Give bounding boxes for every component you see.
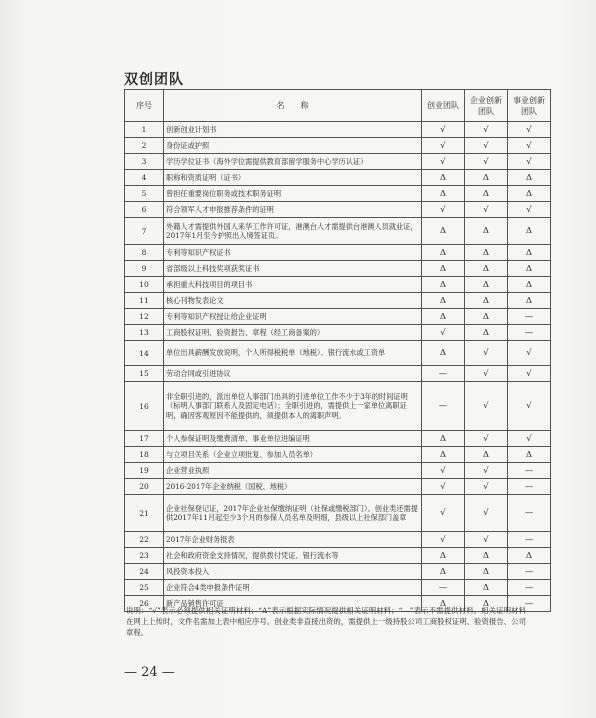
enterprise-team-mark: Δ — [465, 309, 508, 325]
enterprise-team-mark: Δ — [465, 325, 508, 341]
enterprise-team-mark: Δ — [465, 293, 508, 309]
row-number: 11 — [125, 293, 164, 309]
institution-team-mark: √ — [508, 382, 551, 431]
enterprise-team-mark: √ — [465, 138, 508, 154]
startup-team-mark: — — [422, 382, 465, 431]
page-number: — 24 — — [124, 665, 175, 680]
table-row — [125, 186, 551, 202]
startup-team-mark: Δ — [422, 431, 465, 447]
header-no: 序号 — [125, 90, 164, 122]
row-number: 26 — [125, 596, 164, 612]
institution-team-mark: — — [508, 580, 551, 596]
row-number: 20 — [125, 479, 164, 495]
table-row — [125, 122, 551, 138]
startup-team-mark: Δ — [422, 596, 465, 612]
startup-team-mark: Δ — [422, 186, 465, 202]
row-name: 曾担任重要岗位职务或技术职务证明 — [164, 186, 422, 202]
enterprise-team-mark: √ — [465, 463, 508, 479]
enterprise-team-mark: √ — [465, 154, 508, 170]
row-number: 17 — [125, 431, 164, 447]
table-row — [125, 325, 551, 341]
startup-team-mark: Δ — [422, 170, 465, 186]
startup-team-mark: √ — [422, 154, 465, 170]
table-row — [125, 532, 551, 548]
table-row — [125, 341, 551, 366]
enterprise-team-mark: √ — [465, 479, 508, 495]
institution-team-mark: √ — [508, 366, 551, 382]
table-row — [125, 580, 551, 596]
startup-team-mark: Δ — [422, 548, 465, 564]
row-number: 15 — [125, 366, 164, 382]
table-row — [125, 463, 551, 479]
enterprise-team-mark: √ — [465, 532, 508, 548]
row-name: 符合领军人才申报推荐条件的证明 — [164, 202, 422, 218]
enterprise-team-mark: √ — [465, 431, 508, 447]
footnote: 说明：“√”表示必须提供相关证明材料；“Δ”表示根据实际情况提供相关证明材料；“—”表示不需提供材料。相关证明材料在网上上传时，文件名需加上表中相应序号。创业类非直接出资的，需提供上一级持股公司工商股权证明、验资报告、公司章程。 — [126, 606, 526, 637]
table-row — [125, 431, 551, 447]
table-row — [125, 447, 551, 463]
institution-team-mark: Δ — [508, 447, 551, 463]
header-startup-team: 创业团队 — [422, 90, 465, 122]
startup-team-mark: √ — [422, 532, 465, 548]
row-name: 单位出具薪酬发放说明，个人所得税税单（地税）、银行流水或工资单 — [164, 341, 422, 366]
row-name: 核心刊物发表论文 — [164, 293, 422, 309]
row-name: 专利等知识产权授让给企业证明 — [164, 309, 422, 325]
row-number: 5 — [125, 186, 164, 202]
header-enterprise-team: 企业创新团队 — [465, 90, 508, 122]
enterprise-team-mark: Δ — [465, 596, 508, 612]
row-name: 外籍人才需提供外国人来华工作许可证，港澳台人才需提供台港澳人员就业证，2017年1月至今护照出入境签证页。 — [164, 218, 422, 245]
table-row — [125, 366, 551, 382]
institution-team-mark: Δ — [508, 277, 551, 293]
institution-team-mark: — — [508, 479, 551, 495]
row-number: 13 — [125, 325, 164, 341]
institution-team-mark: Δ — [508, 218, 551, 245]
enterprise-team-mark: Δ — [465, 548, 508, 564]
row-name: 风投资本投入 — [164, 564, 422, 580]
row-name: 与立项目关系（企业立项批复、参加人员名单） — [164, 447, 422, 463]
header-institution-team: 事业创新团队 — [508, 90, 551, 122]
startup-team-mark: — — [422, 580, 465, 596]
row-number: 18 — [125, 447, 164, 463]
table-row — [125, 479, 551, 495]
row-name: 企业符合4类申报条件证明 — [164, 580, 422, 596]
institution-team-mark: — — [508, 564, 551, 580]
startup-team-mark: √ — [422, 138, 465, 154]
enterprise-team-mark: Δ — [465, 170, 508, 186]
startup-team-mark: √ — [422, 202, 465, 218]
institution-team-mark: Δ — [508, 170, 551, 186]
row-number: 21 — [125, 495, 164, 532]
table-row — [125, 548, 551, 564]
table-row — [125, 245, 551, 261]
institution-team-mark: √ — [508, 122, 551, 138]
startup-team-mark: √ — [422, 122, 465, 138]
enterprise-team-mark: √ — [465, 495, 508, 532]
startup-team-mark: Δ — [422, 447, 465, 463]
table-row — [125, 293, 551, 309]
startup-team-mark: Δ — [422, 261, 465, 277]
table-row — [125, 202, 551, 218]
table-row — [125, 495, 551, 532]
row-number: 9 — [125, 261, 164, 277]
row-number: 24 — [125, 564, 164, 580]
table-header-row — [125, 90, 551, 122]
table-row — [125, 564, 551, 580]
table-row — [125, 382, 551, 431]
row-name: 社会和政府资金支持情况，提供拨付凭证、银行流水等 — [164, 548, 422, 564]
row-number: 1 — [125, 122, 164, 138]
institution-team-mark: — — [508, 309, 551, 325]
row-number: 16 — [125, 382, 164, 431]
row-name: 非全职引进的，派出单位人事部门出具的引进单位工作不少于3年的时间证明（标明人事部门联系人及固定电话）；全职引进的，需提供上一家单位离职证明，确因客观原因不能提供的，须提供本人的离职声明。 — [164, 382, 422, 431]
enterprise-team-mark: Δ — [465, 261, 508, 277]
table-row — [125, 154, 551, 170]
row-number: 23 — [125, 548, 164, 564]
row-number: 3 — [125, 154, 164, 170]
enterprise-team-mark: √ — [465, 202, 508, 218]
institution-team-mark: √ — [508, 431, 551, 447]
section-title: 双创团队 — [124, 72, 184, 88]
enterprise-team-mark: Δ — [465, 564, 508, 580]
enterprise-team-mark: Δ — [465, 218, 508, 245]
row-name: 工商股权证明、验资报告、章程（经工商备案的） — [164, 325, 422, 341]
startup-team-mark: — — [422, 366, 465, 382]
startup-team-mark: Δ — [422, 245, 465, 261]
startup-team-mark: Δ — [422, 293, 465, 309]
enterprise-team-mark: Δ — [465, 186, 508, 202]
enterprise-team-mark: Δ — [465, 447, 508, 463]
row-name: 2016-2017年企业纳税（国税、地税） — [164, 479, 422, 495]
row-name: 企业营业执照 — [164, 463, 422, 479]
row-number: 19 — [125, 463, 164, 479]
requirements-table — [124, 89, 551, 612]
table-row — [125, 309, 551, 325]
row-name: 2017年企业财务报表 — [164, 532, 422, 548]
row-name: 创新创业计划书 — [164, 122, 422, 138]
institution-team-mark: — — [508, 596, 551, 612]
startup-team-mark: √ — [422, 495, 465, 532]
row-name: 新产品销售许可证 — [164, 596, 422, 612]
institution-team-mark: Δ — [508, 245, 551, 261]
institution-team-mark: — — [508, 463, 551, 479]
enterprise-team-mark: Δ — [465, 245, 508, 261]
row-number: 6 — [125, 202, 164, 218]
row-number: 14 — [125, 341, 164, 366]
startup-team-mark: Δ — [422, 277, 465, 293]
table-row — [125, 277, 551, 293]
row-number: 25 — [125, 580, 164, 596]
institution-team-mark: Δ — [508, 293, 551, 309]
institution-team-mark: √ — [508, 154, 551, 170]
startup-team-mark: Δ — [422, 341, 465, 366]
row-name: 身份证或护照 — [164, 138, 422, 154]
row-name: 职称和资质证明（证书） — [164, 170, 422, 186]
startup-team-mark: √ — [422, 463, 465, 479]
enterprise-team-mark: √ — [465, 366, 508, 382]
table-row — [125, 170, 551, 186]
enterprise-team-mark: Δ — [465, 277, 508, 293]
row-number: 2 — [125, 138, 164, 154]
row-number: 12 — [125, 309, 164, 325]
row-number: 4 — [125, 170, 164, 186]
row-name: 省部级以上科技奖项获奖证书 — [164, 261, 422, 277]
table-row — [125, 138, 551, 154]
table-body — [125, 122, 551, 612]
table-row — [125, 261, 551, 277]
startup-team-mark: Δ — [422, 309, 465, 325]
institution-team-mark: √ — [508, 341, 551, 366]
row-name: 企业社保登记证，2017年企业社保缴纳证明（社保或缴税部门）。创业类还需提供2017年11月起至少3个月的参保人员名单及明细，县级以上社保部门盖章 — [164, 495, 422, 532]
row-name: 专利等知识产权证书 — [164, 245, 422, 261]
table-row — [125, 218, 551, 245]
row-name: 个人参保证明及缴费清单、事业单位进编证明 — [164, 431, 422, 447]
startup-team-mark: Δ — [422, 564, 465, 580]
row-name: 学历学位证书（海外学位需提供教育部留学服务中心学历认证） — [164, 154, 422, 170]
enterprise-team-mark: Δ — [465, 580, 508, 596]
enterprise-team-mark: √ — [465, 122, 508, 138]
enterprise-team-mark: √ — [465, 382, 508, 431]
row-number: 7 — [125, 218, 164, 245]
row-number: 10 — [125, 277, 164, 293]
startup-team-mark: √ — [422, 325, 465, 341]
row-number: 8 — [125, 245, 164, 261]
institution-team-mark: — — [508, 325, 551, 341]
institution-team-mark: Δ — [508, 548, 551, 564]
institution-team-mark: — — [508, 495, 551, 532]
institution-team-mark: √ — [508, 202, 551, 218]
row-number: 22 — [125, 532, 164, 548]
institution-team-mark: — — [508, 532, 551, 548]
institution-team-mark: Δ — [508, 186, 551, 202]
row-name: 劳动合同或引进协议 — [164, 366, 422, 382]
startup-team-mark: Δ — [422, 218, 465, 245]
institution-team-mark: Δ — [508, 261, 551, 277]
row-name: 承担重大科技项目的项目书 — [164, 277, 422, 293]
header-name: 名 称 — [164, 90, 422, 122]
institution-team-mark: √ — [508, 138, 551, 154]
enterprise-team-mark: √ — [465, 341, 508, 366]
startup-team-mark: √ — [422, 479, 465, 495]
